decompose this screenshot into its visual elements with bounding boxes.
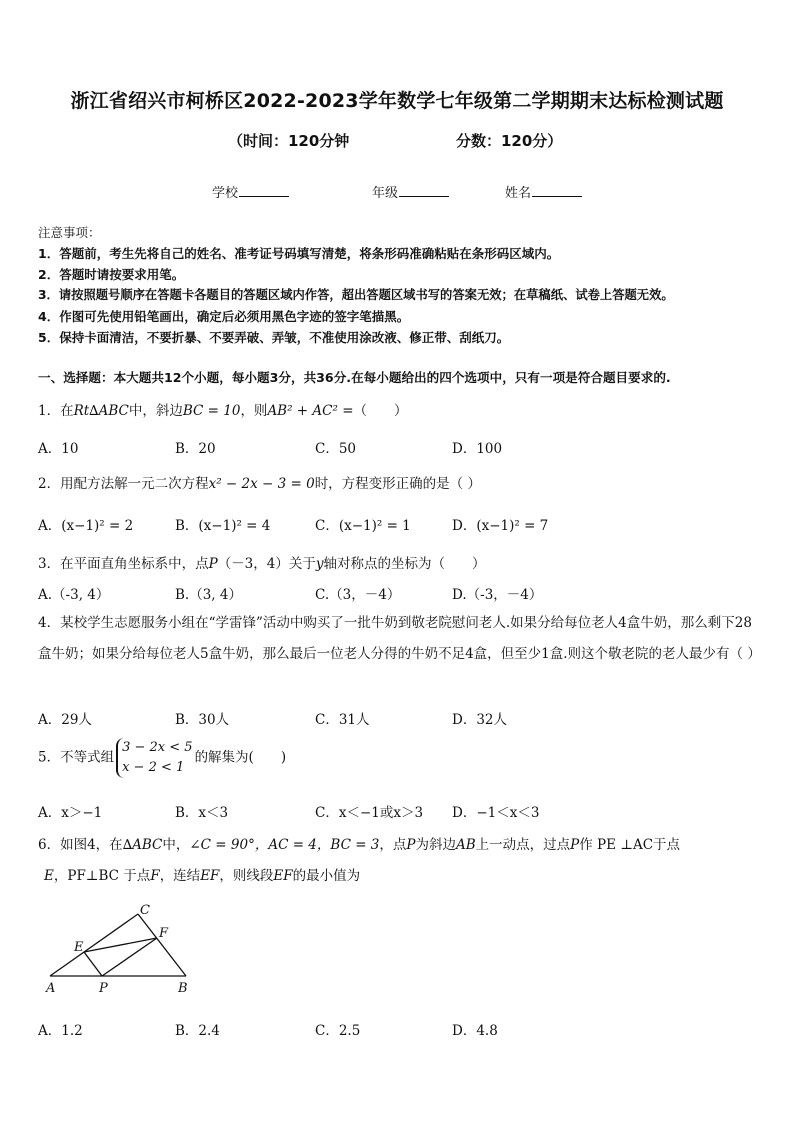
segment-ac	[50, 914, 138, 976]
label-a: A	[46, 981, 56, 996]
q4-option-a: A．29人	[38, 712, 92, 728]
exam-time: （时间：120分钟	[228, 132, 350, 150]
q3-text: 轴对称点的坐标为（ ）	[323, 556, 486, 572]
school-field	[212, 182, 289, 201]
label-f: F	[159, 926, 169, 941]
q6-option-b: B．2.4	[175, 1023, 220, 1039]
notes-heading: 注意事项：	[38, 225, 101, 240]
q4-option-c: C．31人	[315, 712, 370, 728]
q1-text: 1．在	[38, 403, 74, 419]
note-item: 4．作图可先使用铅笔画出，确定后必须用黑色字迹的签字笔描黑。	[38, 309, 410, 324]
triangle-diagram	[44, 900, 204, 1000]
q5-option-d: D．−1＜x＜3	[452, 805, 540, 821]
q5-text: 5．不等式组	[38, 749, 115, 766]
q1-option-d: D．100	[452, 441, 503, 457]
q2-option-d: D．(x−1)² = 7	[452, 518, 549, 534]
segment-pe	[84, 952, 102, 976]
q6-math: ∆ABC	[122, 837, 163, 853]
q1-option-c: C．50	[315, 441, 357, 457]
label-b: B	[178, 981, 188, 996]
q6-math: ∠C = 90°，AC = 4，BC = 3	[189, 837, 380, 853]
q1-text: 中，斜边	[128, 403, 183, 419]
segment-bc	[138, 914, 186, 976]
school-label: 学校	[212, 186, 239, 201]
q2-option-c: C．(x−1)² = 1	[315, 518, 411, 534]
grade-blank	[399, 184, 449, 197]
inequality-system	[116, 738, 192, 778]
q6-math: P	[570, 837, 580, 853]
question-6-line-2	[38, 864, 762, 884]
q3-math: P	[208, 556, 218, 572]
exam-title: 浙江省绍兴市柯桥区2022-2023学年数学七年级第二学期期末达标检测试题	[70, 90, 724, 112]
note-item: 2．答题时请按要求用笔。	[38, 267, 185, 282]
name-label: 姓名	[505, 186, 532, 201]
q6-option-a: A．1.2	[38, 1023, 83, 1039]
question-2	[38, 472, 762, 492]
q6-text: 作 PE ⊥AC于点	[579, 837, 681, 853]
q3-text: 3．在平面直角坐标系中，点	[38, 556, 209, 572]
q1-math: AB² + AC² =	[267, 403, 354, 419]
q6-math: EF	[200, 868, 220, 884]
grade-field	[372, 182, 449, 201]
q6-math: F	[150, 868, 160, 884]
q6-math: E	[44, 868, 54, 884]
grade-label: 年级	[372, 186, 399, 201]
question-3	[38, 552, 762, 572]
q6-text: ，连结	[159, 868, 201, 884]
q6-math: AB	[455, 837, 476, 853]
q6-option-d: D．4.8	[452, 1023, 498, 1039]
q1-option-a: A．10	[38, 441, 79, 457]
q3-option-a: A.（-3, 4）	[38, 587, 110, 603]
q2-text: 2．用配方法解一元二次方程	[38, 476, 209, 492]
name-blank	[532, 184, 582, 197]
q1-option-b: B．20	[175, 441, 216, 457]
q6-text: 6．如图4，在	[38, 837, 123, 853]
q6-math: EF	[273, 868, 293, 884]
inequality-1: 3 − 2x < 5	[122, 740, 193, 755]
q1-math: BC = 10	[182, 403, 241, 419]
note-item: 1．答题前，考生先将自己的姓名、准考证号码填写清楚，将条形码准确粘贴在条形码区域内。	[38, 246, 560, 261]
q6-math: P	[406, 837, 416, 853]
q4-option-d: D．32人	[452, 712, 508, 728]
q6-text: ，点	[379, 837, 407, 853]
q6-text: 上一动点，过点	[475, 837, 571, 853]
q6-text: ，则线段	[219, 868, 274, 884]
question-5	[38, 738, 762, 778]
q2-option-a: A．(x−1)² = 2	[38, 518, 134, 534]
q5-option-c: C．x＜−1或x＞3	[315, 805, 424, 821]
name-field	[505, 182, 582, 201]
section-heading: 一、选择题：本大题共12个小题，每小题3分，共36分.在每小题给出的四个选项中，只有一项是符合题目要求的.	[38, 370, 671, 385]
label-c: C	[140, 903, 150, 918]
q5-option-a: A．x＞−1	[38, 805, 103, 821]
school-blank	[239, 184, 289, 197]
note-item: 3．请按照题号顺序在答题卡各题目的答题区域内作答，超出答题区域书写的答案无效；在草稿纸、试卷上答题无效。	[38, 288, 674, 302]
q3-text: （－3，4）关于	[217, 556, 316, 572]
question-4: 4．某校学生志愿服务小组在“学雷锋”活动中购买了一批牛奶到敬老院慰问老人.如果分给每位老人4盒牛奶，那么剩下28盒牛奶；如果分给每位老人5盒牛奶，那么最后一位老人分得的牛奶不足4盒，但至少1盒.则这个敬老院的老人最少有（ ）	[38, 615, 761, 662]
q2-math: x² − 2x − 3 = 0	[208, 476, 315, 492]
q2-text: 时，方程变形正确的是（ ）	[314, 476, 481, 492]
q3-option-b: B.（3, 4）	[175, 587, 242, 603]
q6-text: 中，	[162, 837, 190, 853]
q1-text: ，则	[240, 403, 268, 419]
label-p: P	[99, 981, 108, 996]
q3-option-c: C.（3，－4）	[315, 587, 401, 603]
notes-block	[38, 222, 768, 348]
q4-option-b: B．30人	[175, 712, 230, 728]
q6-text: ，PF⊥BC 于点	[53, 868, 151, 884]
q3-math: y	[315, 556, 324, 572]
q5-text: 的解集为( )	[194, 749, 287, 766]
note-item: 5．保持卡面清洁，不要折暴、不要弄破、弄皱，不准使用涂改液、修正带、刮纸刀。	[38, 330, 510, 345]
question-6	[38, 833, 762, 853]
inequality-2: x − 2 < 1	[122, 760, 185, 775]
q6-text: 的最小值为	[292, 868, 361, 884]
q3-option-d: D.（-3，－4）	[452, 587, 543, 603]
label-e: E	[74, 940, 84, 955]
question-1	[38, 399, 762, 419]
q2-option-b: B．(x−1)² = 4	[175, 518, 271, 534]
q6-option-c: C．2.5	[315, 1023, 361, 1039]
q5-option-b: B．x＜3	[175, 805, 229, 821]
exam-score: 分数：120分）	[456, 132, 563, 150]
q1-math: Rt∆ABC	[73, 403, 129, 419]
q6-text: 为斜边	[415, 837, 456, 853]
q1-text: （ ）	[353, 403, 408, 419]
